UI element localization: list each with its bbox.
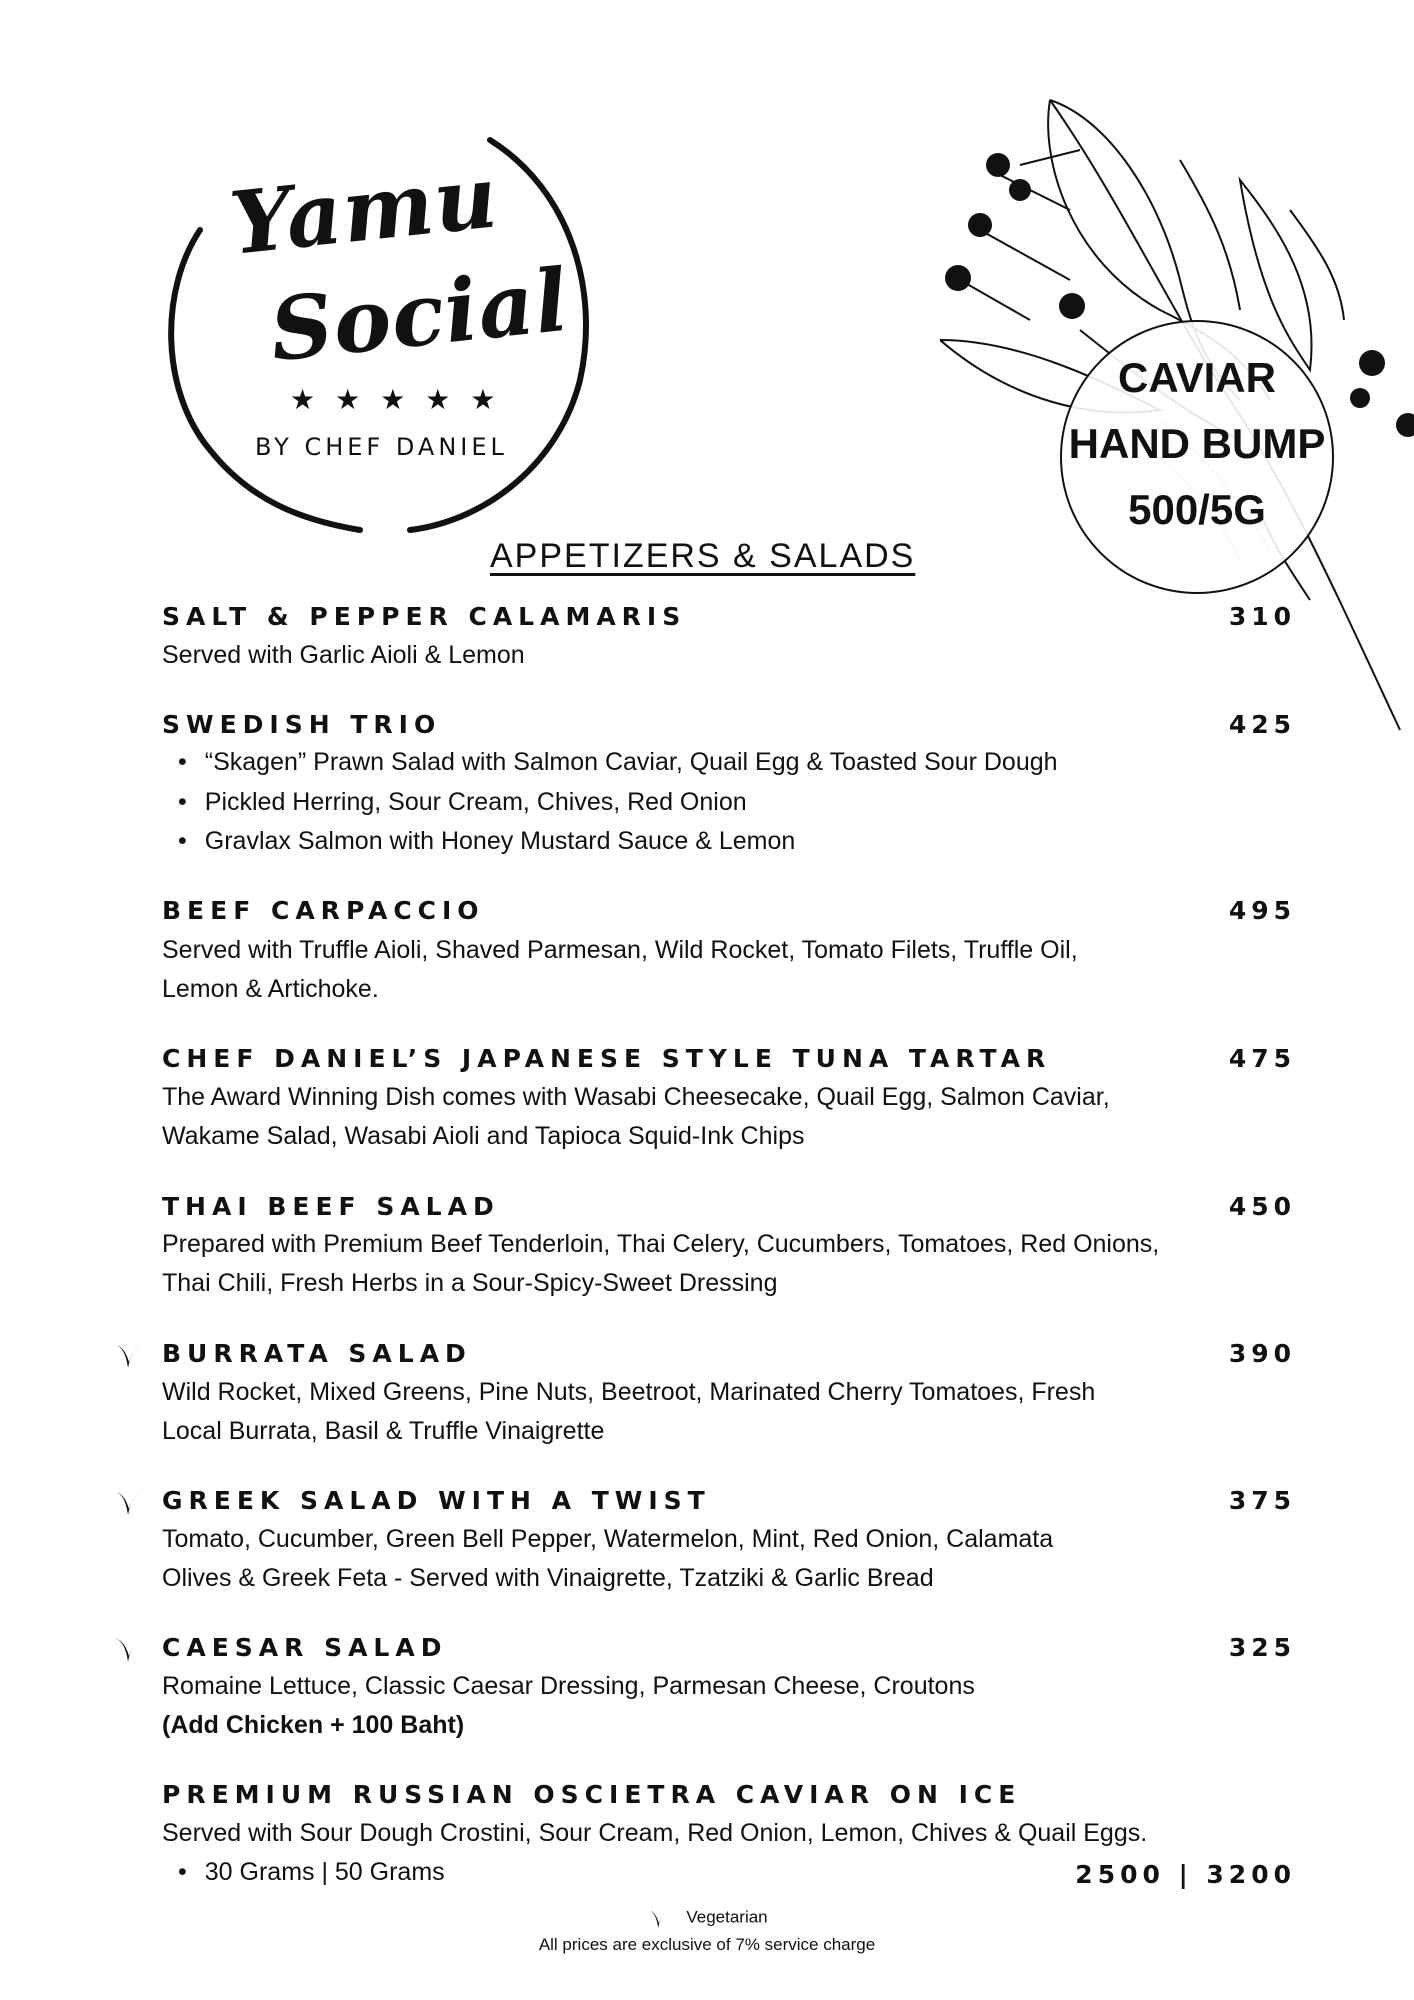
item-name: BEEF CARPACCIO — [162, 896, 485, 925]
vegetarian-label: Vegetarian — [686, 1907, 768, 1927]
vegetarian-leaf-icon — [112, 1632, 146, 1666]
section-title: APPETIZERS & SALADS — [490, 537, 916, 575]
restaurant-logo — [160, 130, 610, 550]
item-name: CAESAR SALAD — [162, 1633, 448, 1662]
logo-stars: ★★★★★ — [290, 383, 516, 416]
item-price: 390 — [1228, 1339, 1296, 1368]
caviar-hand-bump-badge — [1060, 320, 1334, 594]
item-addon-note: (Add Chicken + 100 Baht) — [162, 1711, 465, 1739]
item-bullet: • “Skagen” Prawn Salad with Salmon Caviar, Quail Egg & Toasted Sour Dough — [178, 748, 1058, 777]
item-description-line-1: Served with Truffle Aioli, Shaved Parmesan, Wild Rocket, Tomato Filets, Truffle Oil, — [162, 936, 1078, 964]
logo-social: Social — [265, 249, 574, 382]
vegetarian-leaf-icon — [112, 1338, 146, 1372]
item-description-line-1: Prepared with Premium Beef Tenderloin, Thai Celery, Cucumbers, Tomatoes, Red Onions, — [162, 1230, 1160, 1258]
badge-line-2: HAND BUMP — [1068, 420, 1326, 467]
item-price: 2500 | 3200 — [1075, 1860, 1296, 1889]
item-bullet: • 30 Grams | 50 Grams — [178, 1858, 445, 1887]
item-bullet: • Gravlax Salmon with Honey Mustard Sauce & Lemon — [178, 827, 795, 856]
item-description-line-2: Wakame Salad, Wasabi Aioli and Tapioca Squid-Ink Chips — [162, 1122, 805, 1150]
item-price: 375 — [1228, 1486, 1296, 1515]
item-price: 425 — [1228, 710, 1296, 739]
item-price: 450 — [1228, 1192, 1296, 1221]
item-price: 325 — [1228, 1633, 1296, 1662]
item-name: THAI BEEF SALAD — [162, 1192, 500, 1221]
vegetarian-leaf-icon — [112, 1485, 146, 1519]
item-name: BURRATA SALAD — [162, 1339, 472, 1368]
item-description-line-1: Tomato, Cucumber, Green Bell Pepper, Watermelon, Mint, Red Onion, Calamata — [162, 1525, 1054, 1553]
item-description-line-1: The Award Winning Dish comes with Wasabi Cheesecake, Quail Egg, Salmon Caviar, — [162, 1083, 1110, 1111]
badge-line-3: 500/5G — [1128, 486, 1266, 533]
item-description: Served with Garlic Aioli & Lemon — [162, 641, 525, 669]
item-name: SWEDISH TRIO — [162, 710, 442, 739]
badge-line-1: CAVIAR — [1118, 354, 1276, 401]
item-description-line-2: Thai Chili, Fresh Herbs in a Sour-Spicy-Sweet Dressing — [162, 1269, 778, 1297]
item-description: Served with Sour Dough Crostini, Sour Cream, Red Onion, Lemon, Chives & Quail Eggs. — [162, 1819, 1148, 1847]
item-price: 495 — [1228, 896, 1296, 925]
item-name: GREEK SALAD WITH A TWIST — [162, 1486, 711, 1515]
footer-vegetarian-legend — [0, 1905, 1414, 1931]
item-name: PREMIUM RUSSIAN OSCIETRA CAVIAR ON ICE — [162, 1780, 1022, 1809]
logo-byline: BY CHEF DANIEL — [255, 433, 508, 461]
item-name: CHEF DANIEL’S JAPANESE STYLE TUNA TARTAR — [162, 1044, 1052, 1073]
item-price: 310 — [1228, 602, 1296, 631]
item-bullet: • Pickled Herring, Sour Cream, Chives, Red Onion — [178, 788, 747, 817]
item-description-line-1: Wild Rocket, Mixed Greens, Pine Nuts, Beetroot, Marinated Cherry Tomatoes, Fresh — [162, 1378, 1096, 1406]
item-description-line-2: Local Burrata, Basil & Truffle Vinaigrette — [162, 1417, 605, 1445]
item-price: 475 — [1228, 1044, 1296, 1073]
item-name: SALT & PEPPER CALAMARIS — [162, 602, 687, 631]
logo-yamu: Yamu — [225, 146, 503, 275]
item-description-line-2: Olives & Greek Feta - Served with Vinaigrette, Tzatziki & Garlic Bread — [162, 1564, 934, 1592]
vegetarian-leaf-icon — [646, 1905, 672, 1931]
item-description-line-2: Lemon & Artichoke. — [162, 975, 379, 1003]
item-description-line-1: Romaine Lettuce, Classic Caesar Dressing, Parmesan Cheese, Croutons — [162, 1672, 975, 1700]
service-charge-note: All prices are exclusive of 7% service charge — [538, 1935, 876, 1954]
